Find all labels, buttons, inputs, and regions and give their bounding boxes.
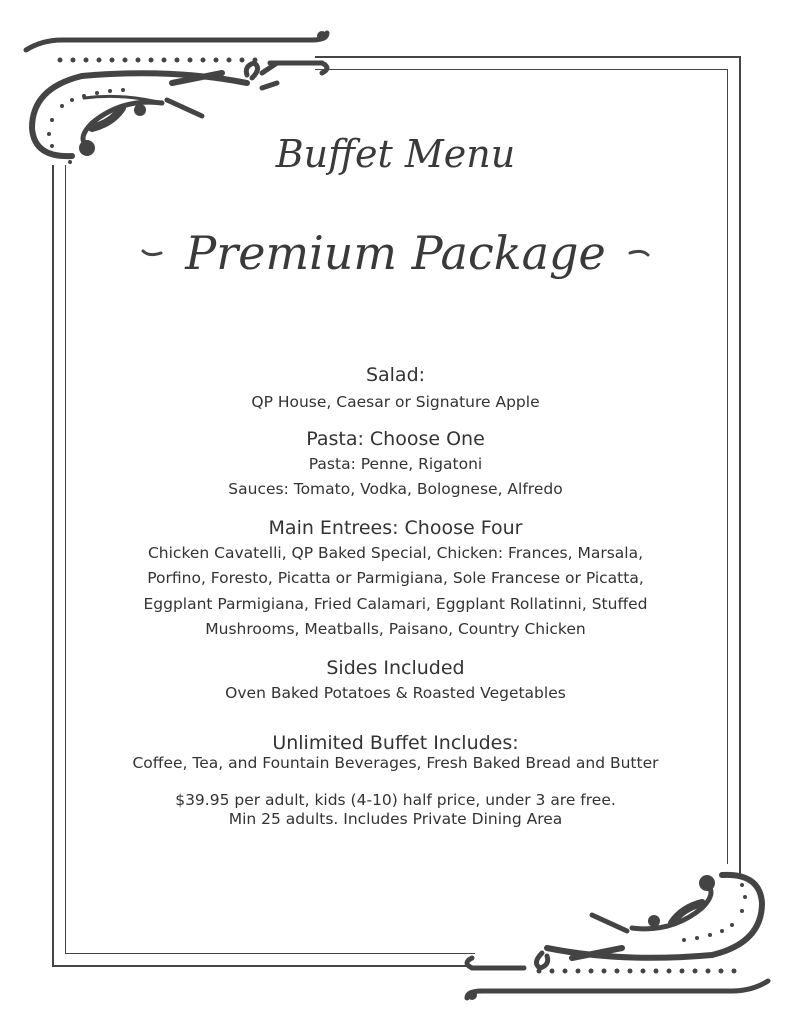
frame-top-inner xyxy=(315,69,728,70)
section-buffet xyxy=(0,732,791,773)
title-row xyxy=(0,226,791,280)
section-line: Oven Baked Potatoes & Roasted Vegetables xyxy=(225,683,566,702)
pricing-line: $39.95 per adult, kids (4-10) half price, under 3 are free. xyxy=(175,791,616,809)
section-heading: Main Entrees: Choose Four xyxy=(268,516,523,539)
corner-ornament-bottom-right xyxy=(452,858,772,1003)
section-line: Mushrooms, Meatballs, Paisano, Country Chicken xyxy=(205,620,586,638)
section-line: Pasta: Penne, Rigatoni xyxy=(308,454,483,473)
section-sides xyxy=(0,655,791,707)
section-salad xyxy=(0,362,791,416)
flourish-right-icon xyxy=(628,247,650,259)
frame-bottom-inner xyxy=(65,953,475,954)
section-heading: Salad: xyxy=(365,364,426,386)
section-heading: Pasta: Choose One xyxy=(306,427,485,450)
section-line: Sauces: Tomato, Vodka, Bolognese, Alfredo xyxy=(228,480,563,498)
section-pasta xyxy=(0,426,791,503)
pricing-line: Min 25 adults. Includes Private Dining Area xyxy=(228,810,563,828)
section-line: Porfino, Foresto, Picatta or Parmigiana, Sole Francese or Picatta, xyxy=(147,569,644,587)
section-pricing xyxy=(0,791,791,829)
frame-top-outer xyxy=(315,56,741,58)
section-line: Chicken Cavatelli, QP Baked Special, Chicken: Frances, Marsala, xyxy=(147,543,644,562)
menu-subtitle: Buffet Menu xyxy=(275,132,516,176)
section-entrees xyxy=(0,515,791,643)
section-line: QP House, Caesar or Signature Apple xyxy=(251,393,540,411)
section-line: Eggplant Parmigiana, Fried Calamari, Eggplant Rollatinni, Stuffed xyxy=(143,594,648,613)
package-title: Premium Package xyxy=(185,226,606,280)
buffet-line: Coffee, Tea, and Fountain Beverages, Fresh Baked Bread and Butter xyxy=(132,754,659,772)
frame-bottom-outer xyxy=(52,965,472,967)
buffet-heading: Unlimited Buffet Includes: xyxy=(272,732,519,754)
flourish-left-icon xyxy=(141,247,163,259)
menu-content xyxy=(0,362,791,829)
section-heading: Sides Included xyxy=(326,656,465,679)
